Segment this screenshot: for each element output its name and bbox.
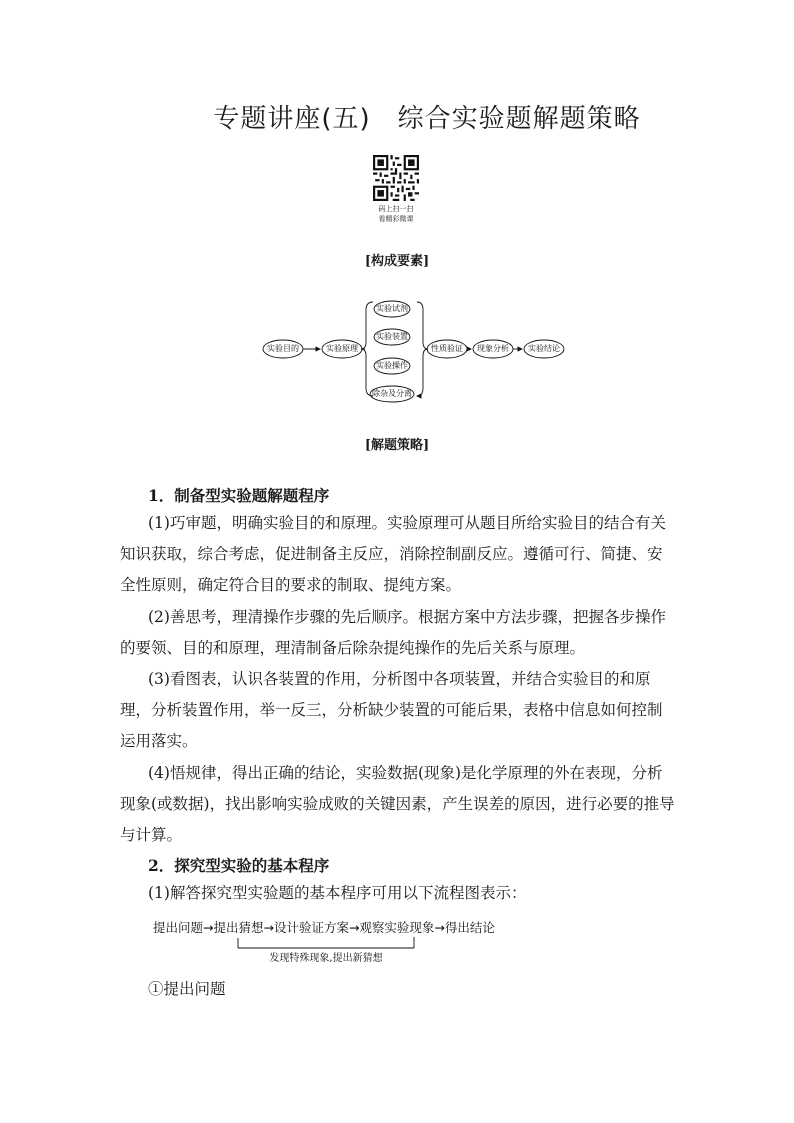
qr-caption-line2: 看精彩微课 bbox=[378, 215, 414, 223]
paragraph-2: (2)善思考，理清操作步骤的先后顺序。根据方案中方法步骤，把握各步操作的要领、目的和原理，理清制备后除杂提纯操作的先后关系与原理。 bbox=[120, 608, 666, 657]
paragraph-4: (4)悟规律，得出正确的结论，实验数据(现象)是化学原理的外在表现，分析现象(或数据)，找出影响实验成败的关键因素，产生误差的原因，进行必要的推导与计算。 bbox=[120, 764, 675, 844]
item-1: ①提出问题 bbox=[148, 980, 226, 998]
page-title: 专题讲座(五) 综合实验题解题策略 bbox=[213, 104, 641, 134]
node-principle-label: 实验原理 bbox=[326, 344, 358, 353]
node-phenomenon-label: 现象分析 bbox=[477, 344, 509, 353]
branch-apparatus-label: 实验装置 bbox=[376, 332, 408, 341]
inquiry-flowchart bbox=[150, 915, 550, 965]
paragraph-3: (3)看图表，认识各装置的作用，分析图中各项装置，并结合实验目的和原理，分析装置作用，举一反三，分析缺少装置的可能后果，表格中信息如何控制运用落实。 bbox=[120, 670, 663, 750]
flow-main-text: 提出问题→提出猜想→设计验证方案→观察实验现象→得出结论 bbox=[153, 920, 495, 935]
section-label-elements: [构成要素] bbox=[364, 254, 430, 269]
node-purpose-label: 实验目的 bbox=[267, 344, 299, 353]
heading-inquiry: 2．探究型实验的基本程序 bbox=[148, 856, 330, 875]
branch-operation-label: 实验操作 bbox=[376, 361, 408, 370]
elements-diagram bbox=[255, 296, 575, 406]
qr-caption-line1: 码上扫一扫 bbox=[378, 205, 414, 213]
qr-caption bbox=[356, 204, 436, 224]
qr-code bbox=[373, 155, 419, 201]
heading-preparation: 1．制备型实验题解题程序 bbox=[148, 486, 330, 505]
node-property-label: 性质验证 bbox=[431, 344, 463, 353]
paragraph-5: (1)解答探究型实验题的基本程序可用以下流程图表示： bbox=[148, 884, 527, 902]
paragraph-1: (1)巧审题，明确实验目的和原理。实验原理可从题目所给实验目的结合有关知识获取，综合考虑，促进制备主反应，消除控制副反应。遵循可行、简捷、安全性原则，确定符合目的要求的制取、提纯方案。 bbox=[120, 514, 666, 594]
branch-purify-label: 除杂及分离 bbox=[372, 389, 412, 398]
node-conclusion-label: 实验结论 bbox=[528, 344, 560, 353]
flow-feedback-text: 发现特殊现象,提出新猜想 bbox=[269, 953, 383, 964]
branch-reagent-label: 实验试剂 bbox=[376, 304, 408, 313]
section-label-strategy: [解题策略] bbox=[364, 438, 430, 453]
